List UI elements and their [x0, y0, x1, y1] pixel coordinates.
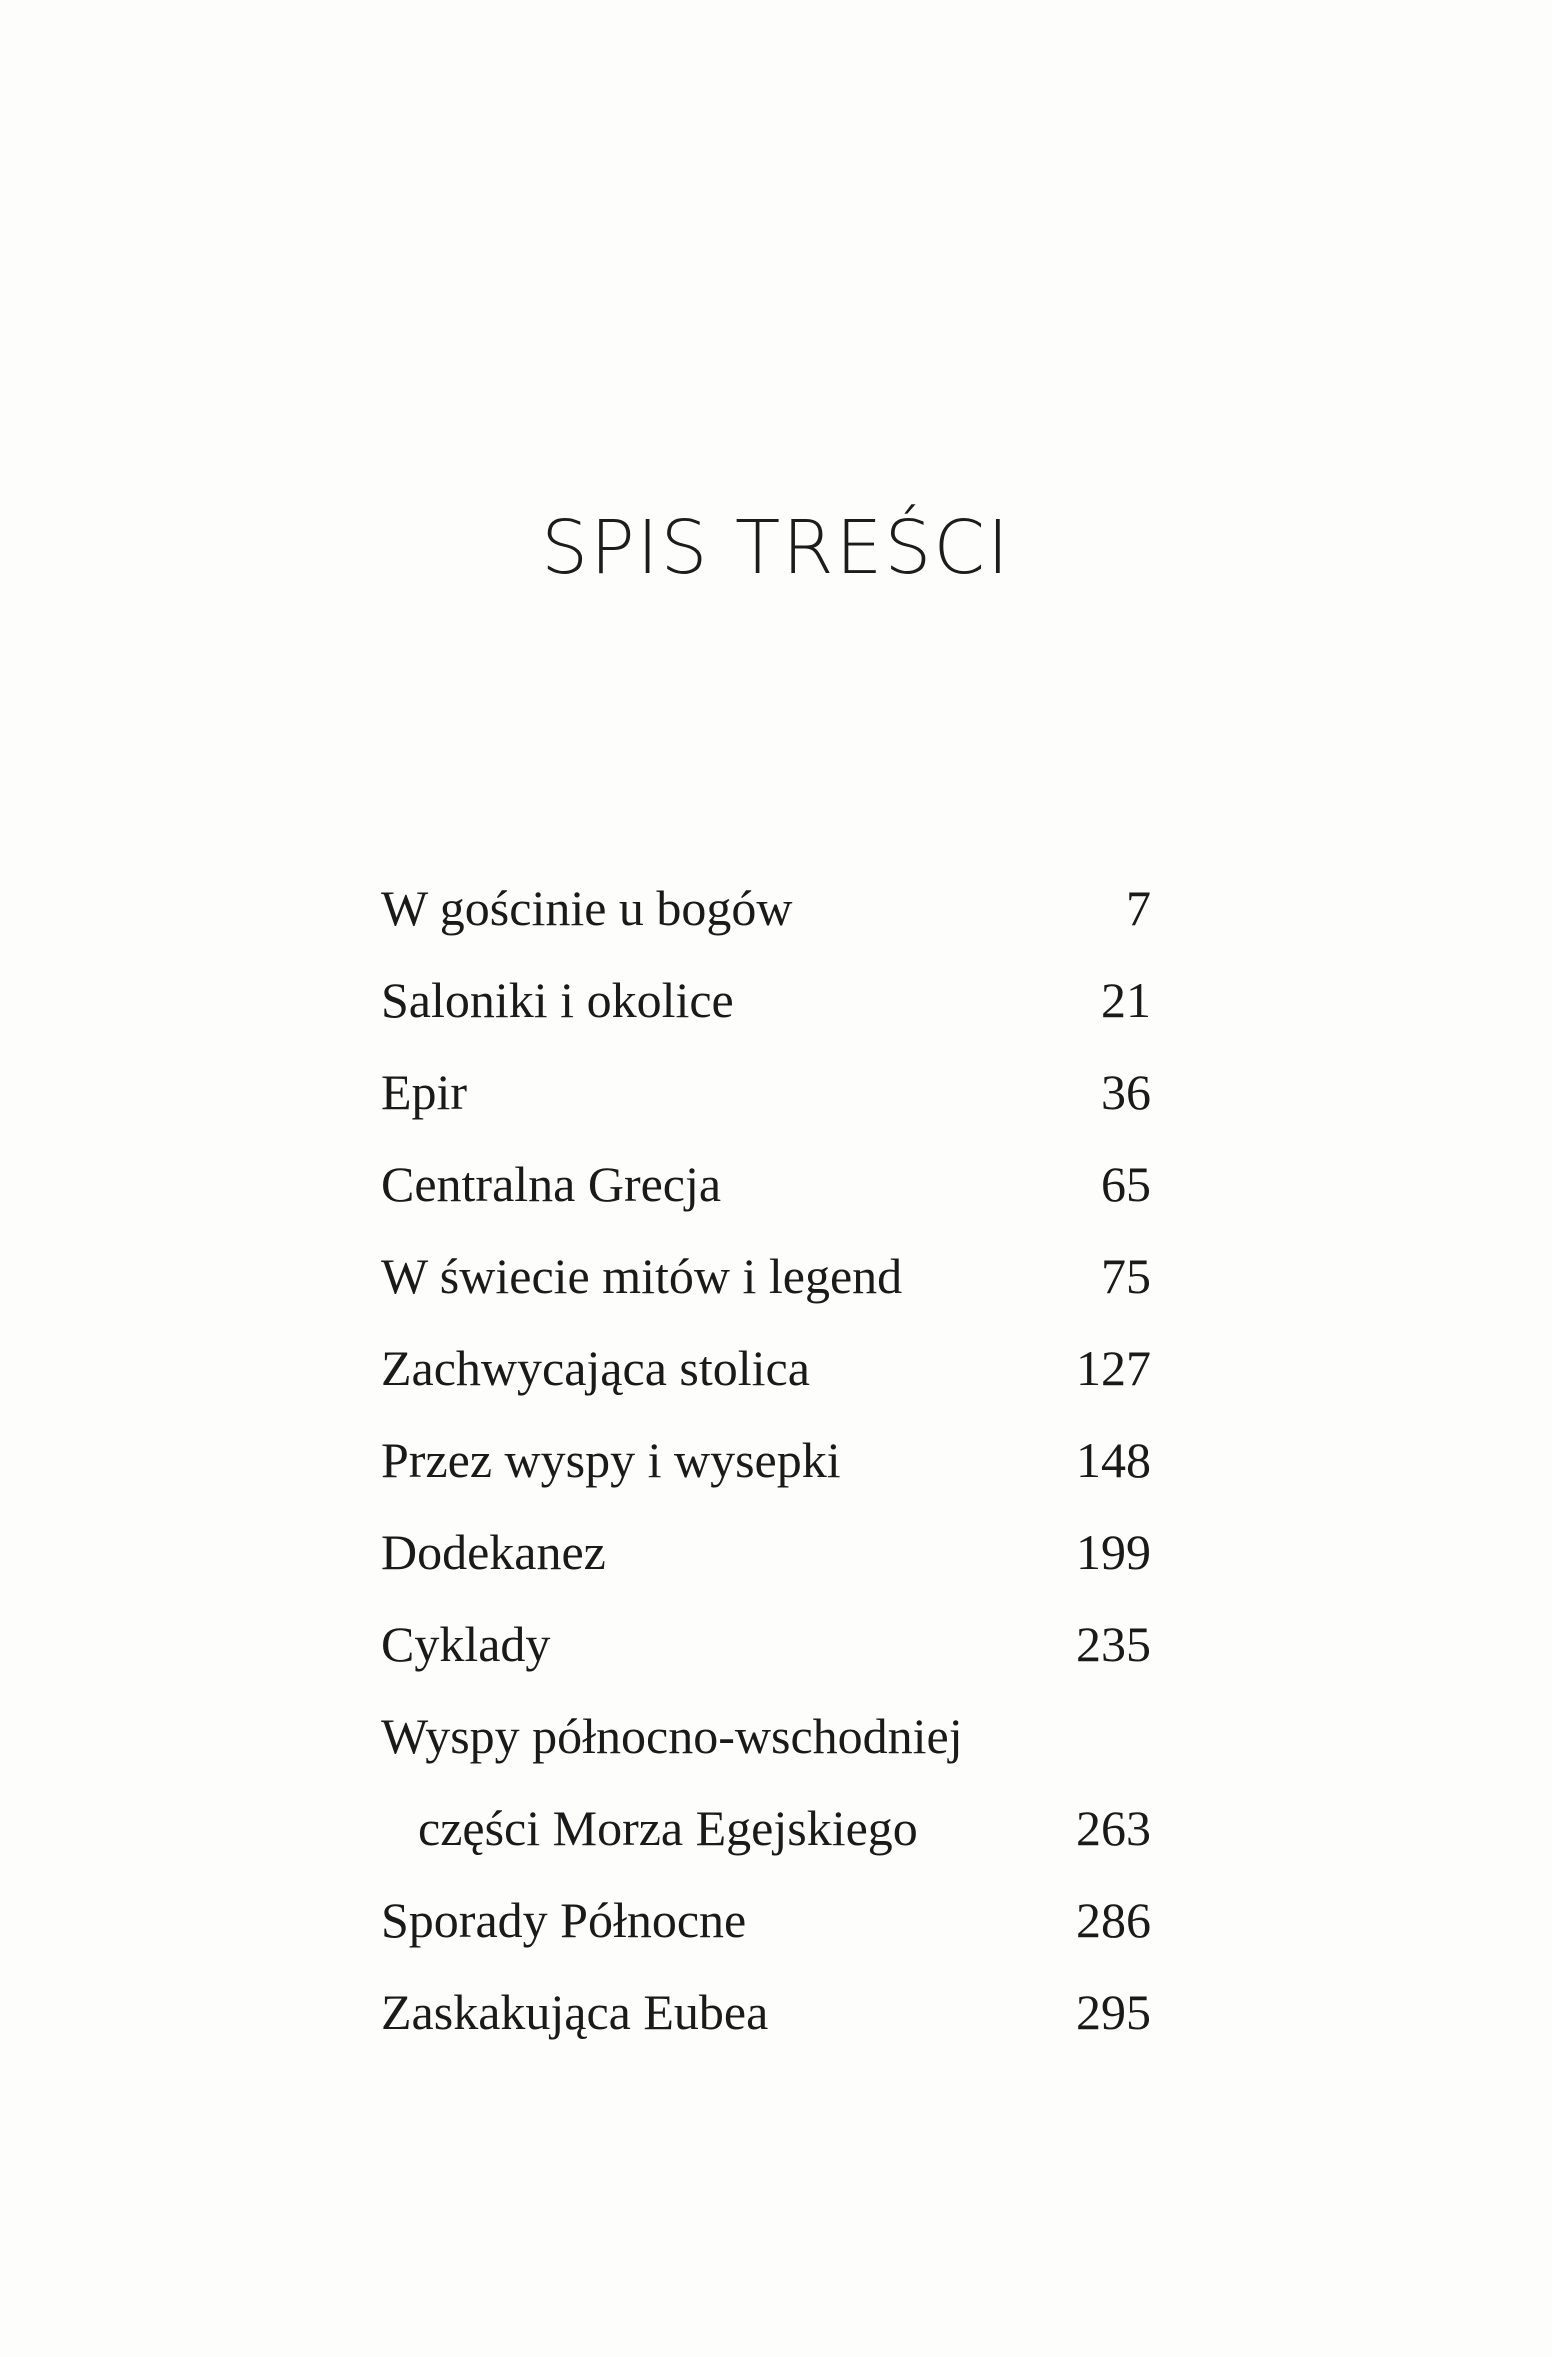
toc-entry-page: 295 [1076, 1984, 1151, 2040]
toc-entry-page: 199 [1076, 1524, 1151, 1580]
toc-entry [381, 1414, 1151, 1506]
toc-entry-title: Przez wyspy i wysepki [381, 1432, 841, 1488]
toc-entry [381, 1138, 1151, 1230]
table-of-contents [381, 862, 1151, 2058]
toc-entry-title: części Morza Egejskiego [418, 1800, 918, 1856]
toc-entry-page: 36 [1101, 1064, 1151, 1120]
toc-entry-page: 65 [1101, 1156, 1151, 1212]
toc-entry-continuation [381, 1782, 1151, 1874]
toc-entry-title: Zaskakująca Eubea [381, 1984, 769, 2040]
toc-entry-page: 75 [1101, 1248, 1151, 1304]
toc-entry-title: Epir [381, 1064, 468, 1120]
toc-entry-page: 21 [1101, 972, 1151, 1028]
toc-entry [381, 1966, 1151, 2058]
toc-entry [381, 862, 1151, 954]
toc-entry-page: 7 [1126, 880, 1151, 936]
toc-entry-page: 148 [1076, 1432, 1151, 1488]
toc-entry-page: 263 [1076, 1800, 1151, 1856]
toc-entry [381, 1506, 1151, 1598]
toc-entry-page: 235 [1076, 1616, 1151, 1672]
toc-entry-page: 127 [1076, 1340, 1151, 1396]
toc-entry [381, 954, 1151, 1046]
toc-entry-title: Saloniki i okolice [381, 972, 734, 1028]
toc-entry-title: W świecie mitów i legend [381, 1248, 903, 1304]
toc-entry [381, 1046, 1151, 1138]
toc-entry-title: Cyklady [381, 1616, 551, 1672]
toc-entry-title: Zachwycająca stolica [381, 1340, 810, 1396]
toc-entry-title: Wyspy północno-wschodniej [381, 1708, 963, 1764]
toc-entry-title: Dodekanez [381, 1524, 606, 1580]
toc-entry [381, 1874, 1151, 1966]
toc-entry-title: Centralna Grecja [381, 1156, 722, 1212]
toc-entry [381, 1598, 1151, 1690]
toc-entry [381, 1322, 1151, 1414]
toc-entry-page: 286 [1076, 1892, 1151, 1948]
toc-entry-title: Sporady Północne [381, 1892, 747, 1948]
toc-entry-title: W gościnie u bogów [381, 880, 793, 936]
toc-entry [381, 1690, 1151, 1782]
page-title: SPIS TREŚCI [541, 505, 1011, 591]
toc-entry [381, 1230, 1151, 1322]
